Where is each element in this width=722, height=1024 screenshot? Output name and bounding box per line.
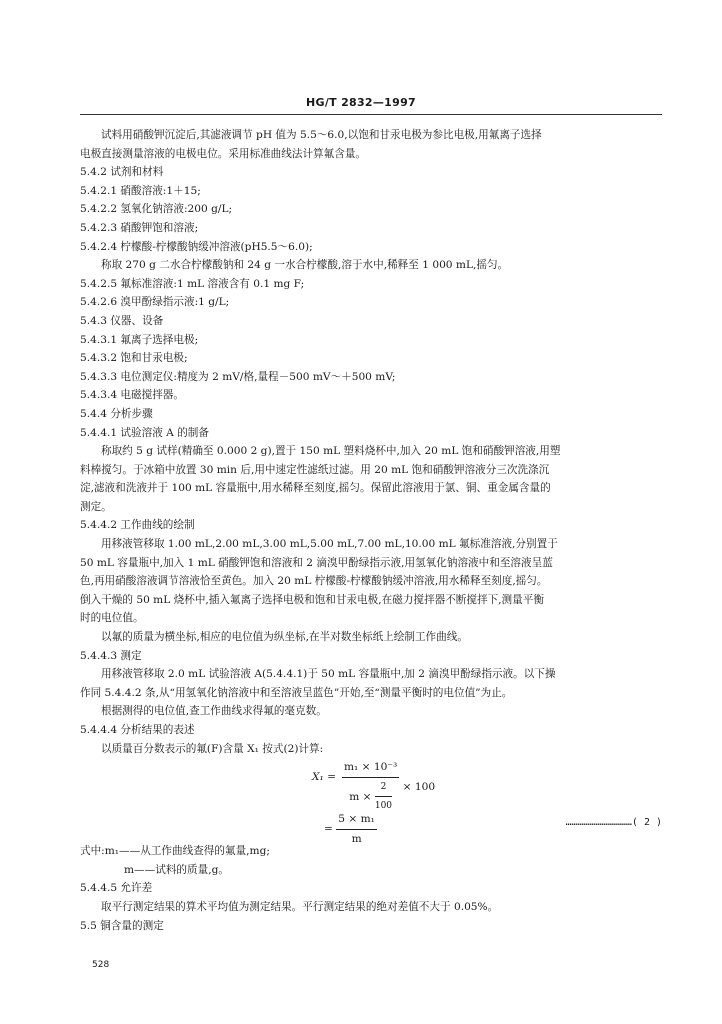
standard-code-header: HG/T 2832—1997 <box>305 96 417 109</box>
text-line: 5.4.2.3 硝酸钾饱和溶液; <box>80 221 199 234</box>
text-line: 称取 270 g 二水合柠檬酸钠和 24 g 一水合柠檬酸,溶于水中,稀释至 1 000 mL,摇匀。 <box>101 259 509 272</box>
text-line: 5.4.4.2 工作曲线的绘制 <box>80 519 195 532</box>
text-line: 5.4.4.3 测定 <box>80 649 142 662</box>
text-line: 5.4.2.4 柠檬酸-柠檬酸钠缓冲溶液(pH5.5～6.0); <box>80 240 313 253</box>
text-line: 时的电位值。 <box>80 612 144 625</box>
text-line: 5.4.4.5 允许差 <box>80 882 153 895</box>
text-line: m——试料的质量,g。 <box>124 863 229 876</box>
header-rule <box>80 114 662 115</box>
text-line: 5.4.2.6 溴甲酚绿指示液:1 g/L; <box>80 296 230 309</box>
text-line: 以氟的质量为横坐标,相应的电位值为纵坐标,在半对数坐标纸上绘制工作曲线。 <box>101 631 468 644</box>
text-line: 用移液管移取 2.0 mL 试验溶液 A(5.4.4.1)于 50 mL 容量瓶中,加 2 滴溴甲酚绿指示液。以下操 <box>101 668 556 681</box>
text-line: 式中:m₁——从工作曲线查得的氟量,mg; <box>80 845 270 858</box>
text-line: 倒入干燥的 50 mL 烧杯中,插入氟离子选择电极和饱和甘汞电极,在磁力搅拌器不断搅拌下,测量平衡 <box>80 593 544 606</box>
text-line: 5.4.4.4 分析结果的表述 <box>80 724 195 736</box>
text-block-2 <box>80 842 666 935</box>
text-line: 5.4.2.1 硝酸溶液:1＋15; <box>80 184 201 197</box>
formula-denominator-1: m × <box>349 790 372 803</box>
formula-lhs: X₁ = <box>312 771 337 784</box>
text-line: 5.4.2.2 氢氧化钠溶液:200 g/L; <box>80 203 233 216</box>
text-line: 试料用硝酸钾沉淀后,其滤液调节 pH 值为 5.5～6.0,以饱和甘汞电极为参比电极,用氟离子选择 <box>101 129 542 141</box>
text-line: 5.4.3 仪器、设备 <box>80 314 164 327</box>
text-line: 用移液管移取 1.00 mL,2.00 mL,3.00 mL,5.00 mL,7.00 mL,10.00 mL 氟标准溶液,分别置于 <box>101 538 558 551</box>
formula-numerator-1: m₁ × 10⁻³ <box>342 758 399 778</box>
text-line: 5.4.3.3 电位测定仪:精度为 2 mV/格,量程－500 mV～＋500 mV; <box>80 370 396 383</box>
text-line: 5.4.2 试剂和材料 <box>80 166 164 179</box>
formula-equals: = <box>324 823 333 836</box>
text-line: 称取约 5 g 试样(精确至 0.000 2 g),置于 150 mL 塑料烧杯中,加入 20 mL 饱和硝酸钾溶液,用塑 <box>101 445 561 458</box>
text-line: 5.4.3.2 饱和甘汞电极; <box>80 352 188 365</box>
text-line: 5.4.3.4 电磁搅拌器。 <box>80 389 184 402</box>
text-line: 5.5 铜含量的测定 <box>80 919 164 932</box>
text-line: 淀,滤液和洗液并于 100 mL 容量瓶中,用水稀释至刻度,摇匀。保留此溶液用于氯、铜、重金属含量的 <box>80 482 551 495</box>
text-line: 料棒搅匀。于冰箱中放置 30 min 后,用中速定性滤纸过滤。用 20 mL 饱和硝酸钾溶液分三次洗涤沉 <box>80 463 550 476</box>
text-line: 取平行测定结果的算术平均值为测定结果。平行测定结果的绝对差值不大于 0.05%。 <box>101 900 499 913</box>
formula-fraction-1 <box>342 758 435 816</box>
document-body <box>80 126 666 935</box>
text-line: 作同 5.4.4.2 条,从“用氢氧化钠溶液中和至溶液呈蓝色”开始,至“测量平衡时的电位值”为止。 <box>80 686 513 699</box>
text-line: 色,再用硝酸溶液调节溶液恰至黄色。加入 20 mL 柠檬酸-柠檬酸钠缓冲溶液,用水稀释至刻度,摇匀。 <box>80 575 548 588</box>
formula-denominator-2: m <box>351 832 362 845</box>
text-block <box>80 126 666 758</box>
formula-fraction-2 <box>324 810 377 848</box>
equation-number: ……………………………( 2 ) <box>565 817 662 829</box>
text-line: 5.4.2.5 氟标准溶液:1 mL 溶液含有 0.1 mg F; <box>80 277 305 290</box>
text-line: 5.4.3.1 氟离子选择电极; <box>80 333 199 346</box>
text-line: 5.4.4.1 试验溶液 A 的制备 <box>80 426 209 439</box>
text-line: 5.4.4 分析步骤 <box>80 407 153 420</box>
formula-inner-numerator: 2 <box>375 778 392 798</box>
formula-inner-denominator: 100 <box>374 801 393 812</box>
text-line: 电极直接测量溶液的电极电位。采用标准曲线法计算氟含量。 <box>80 147 367 160</box>
text-line: 测定。 <box>80 500 112 513</box>
formula-2 <box>80 758 666 845</box>
page-number: 528 <box>92 960 110 970</box>
text-line: 50 mL 容量瓶中,加入 1 mL 硝酸钾饱和溶液和 2 滴溴甲酚绿指示液,用氢氧化钠溶液中和至溶液呈蓝 <box>80 556 553 569</box>
formula-times-100: × 100 <box>402 781 436 794</box>
text-line: 根据测得的电位值,查工作曲线求得氟的毫克数。 <box>101 705 327 718</box>
formula-numerator-2: 5 × m₁ <box>336 810 377 830</box>
text-line: 以质量百分数表示的氟(F)含量 X₁ 按式(2)计算: <box>101 742 324 755</box>
